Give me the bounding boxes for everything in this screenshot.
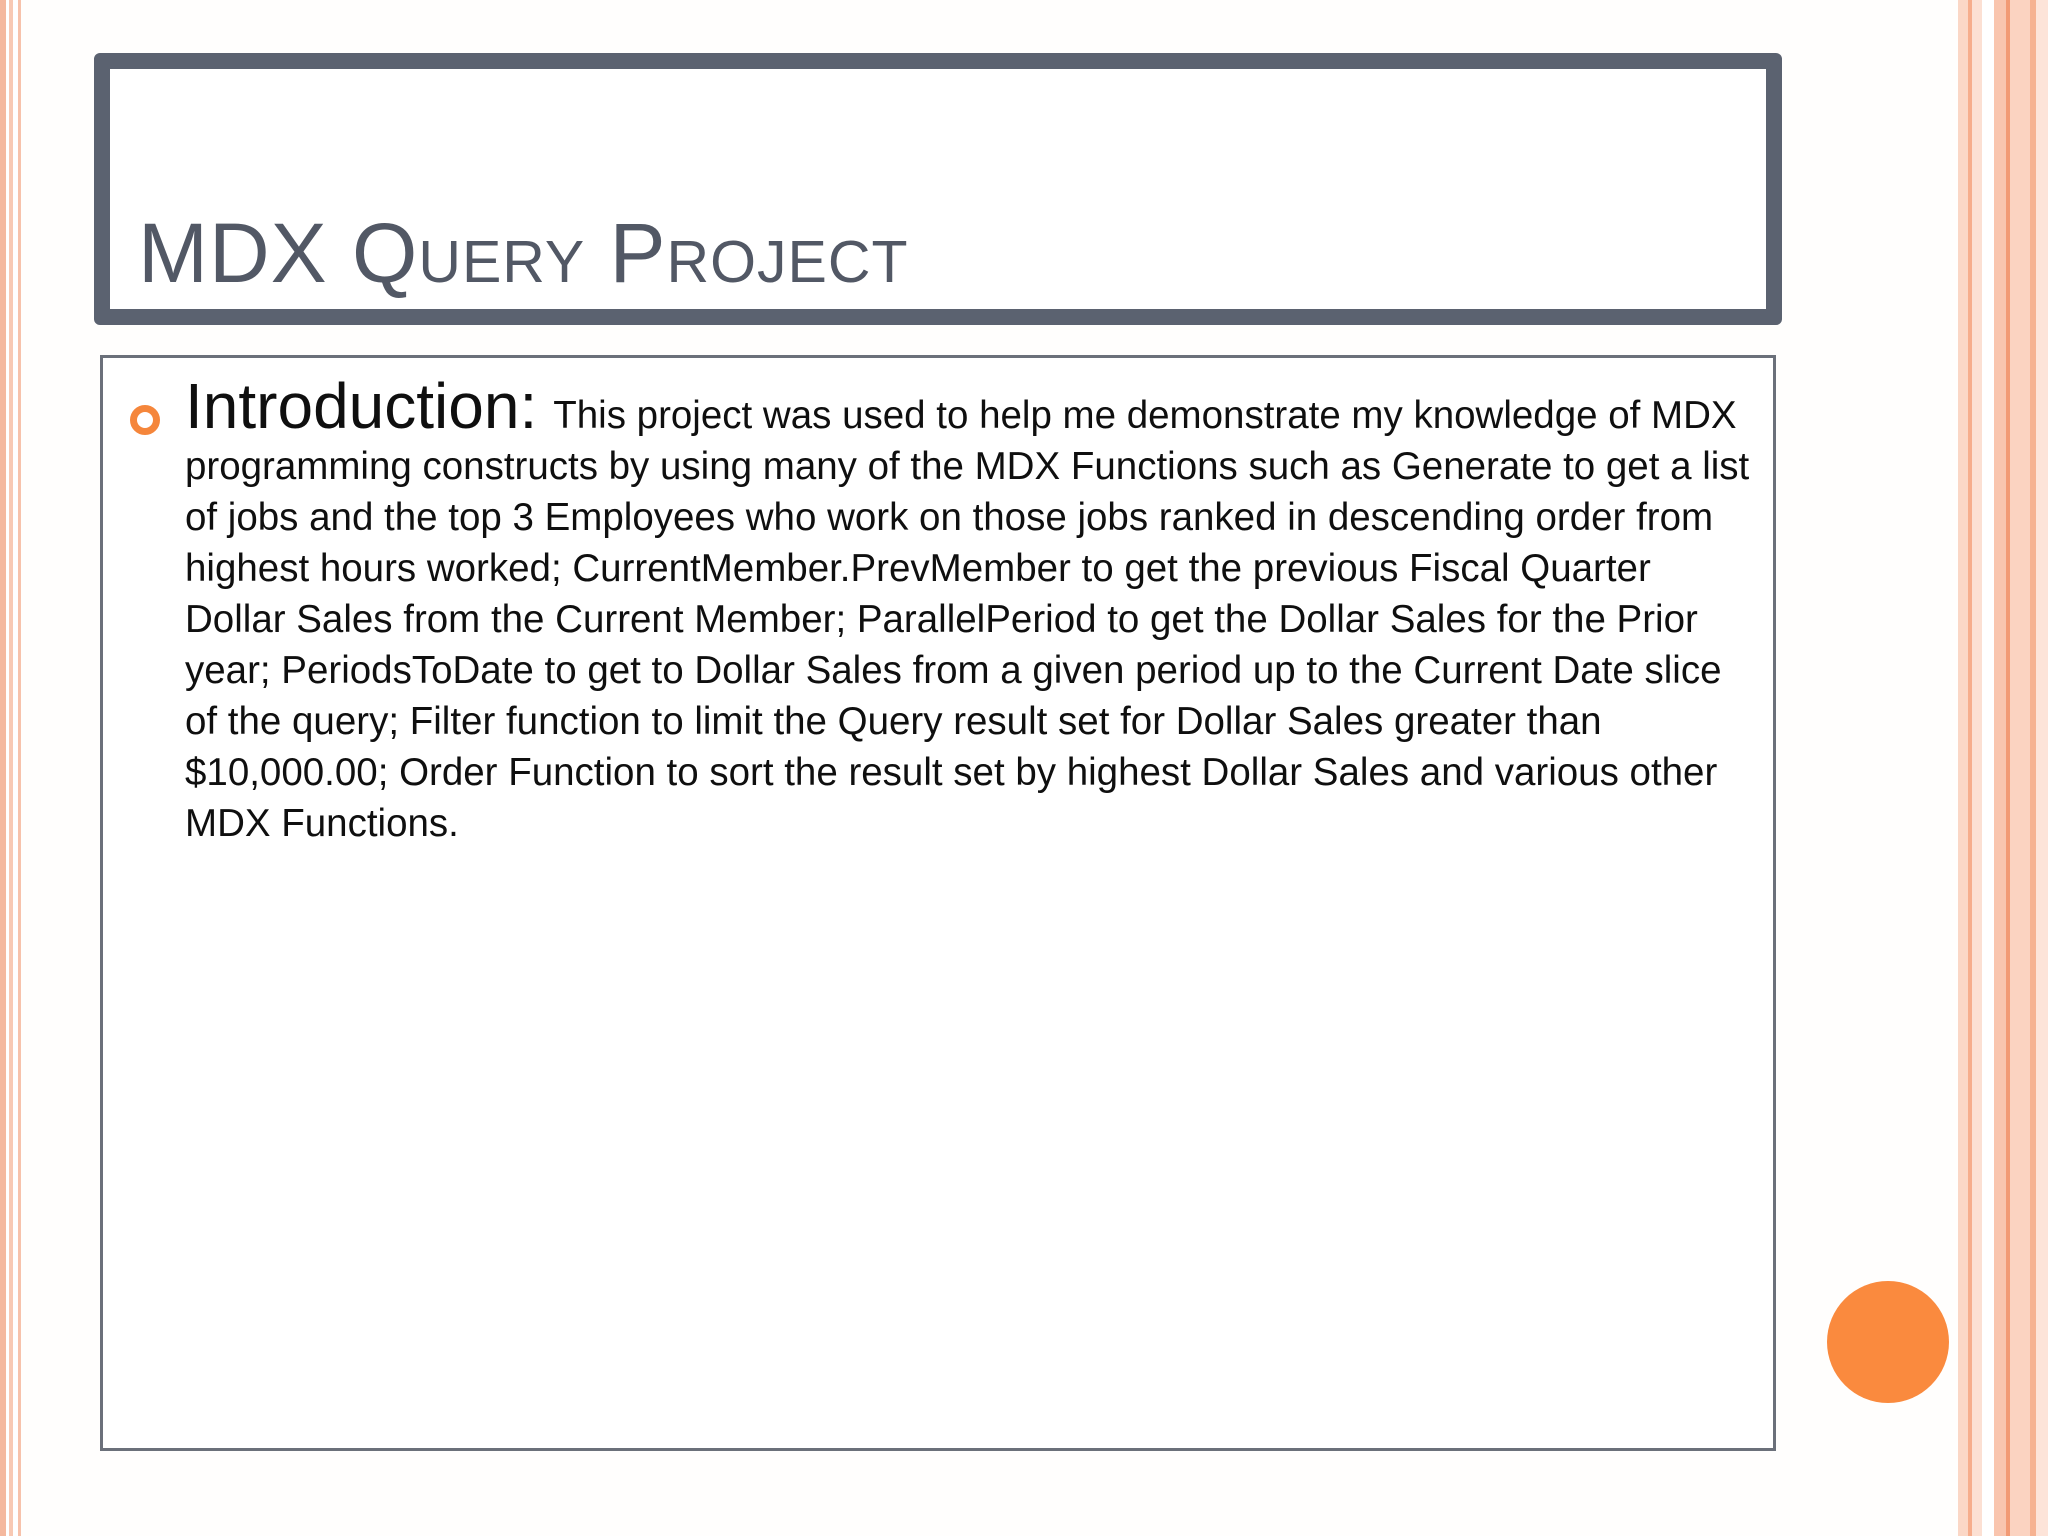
bullet-text: This project was used to help me demonstrate my knowledge of MDX programming constructs by using many of the MDX Functions such as Generate to get a list of jobs and the top 3 Employees who work on those jobs ranked in descending order from highest hours worked; CurrentMember.PrevMember to get the previous Fiscal Quarter Dollar Sales from the Current Member; ParallelPeriod to get the Dollar Sales for the Prior year; PeriodsToDate to get to Dollar Sales from a given period up to the Current Date slice of the query; Filter function to limit the Query result set for Dollar Sales greater than $10,000.00; Order Function to sort the result set by highest Dollar Sales and various other MDX Functions. — [185, 394, 1750, 845]
right-decorative-stripe — [1958, 0, 1968, 1536]
right-decorative-stripe — [2036, 0, 2048, 1536]
hollow-circle-bullet-icon — [130, 405, 160, 435]
left-decorative-stripe — [18, 0, 21, 1536]
content-box — [100, 355, 1776, 1451]
right-decorative-stripe — [1982, 0, 1994, 1536]
bullet-lead: Introduction: — [185, 370, 538, 442]
right-decorative-stripe — [1972, 0, 1982, 1536]
title-frame — [94, 53, 1782, 325]
bullet-paragraph — [185, 370, 1755, 849]
slide-title: MDX Query Project — [138, 206, 909, 300]
right-decorative-stripe — [1994, 0, 2006, 1536]
right-decorative-stripe — [2010, 0, 2030, 1536]
orange-circle-ornament-icon — [1827, 1281, 1949, 1403]
